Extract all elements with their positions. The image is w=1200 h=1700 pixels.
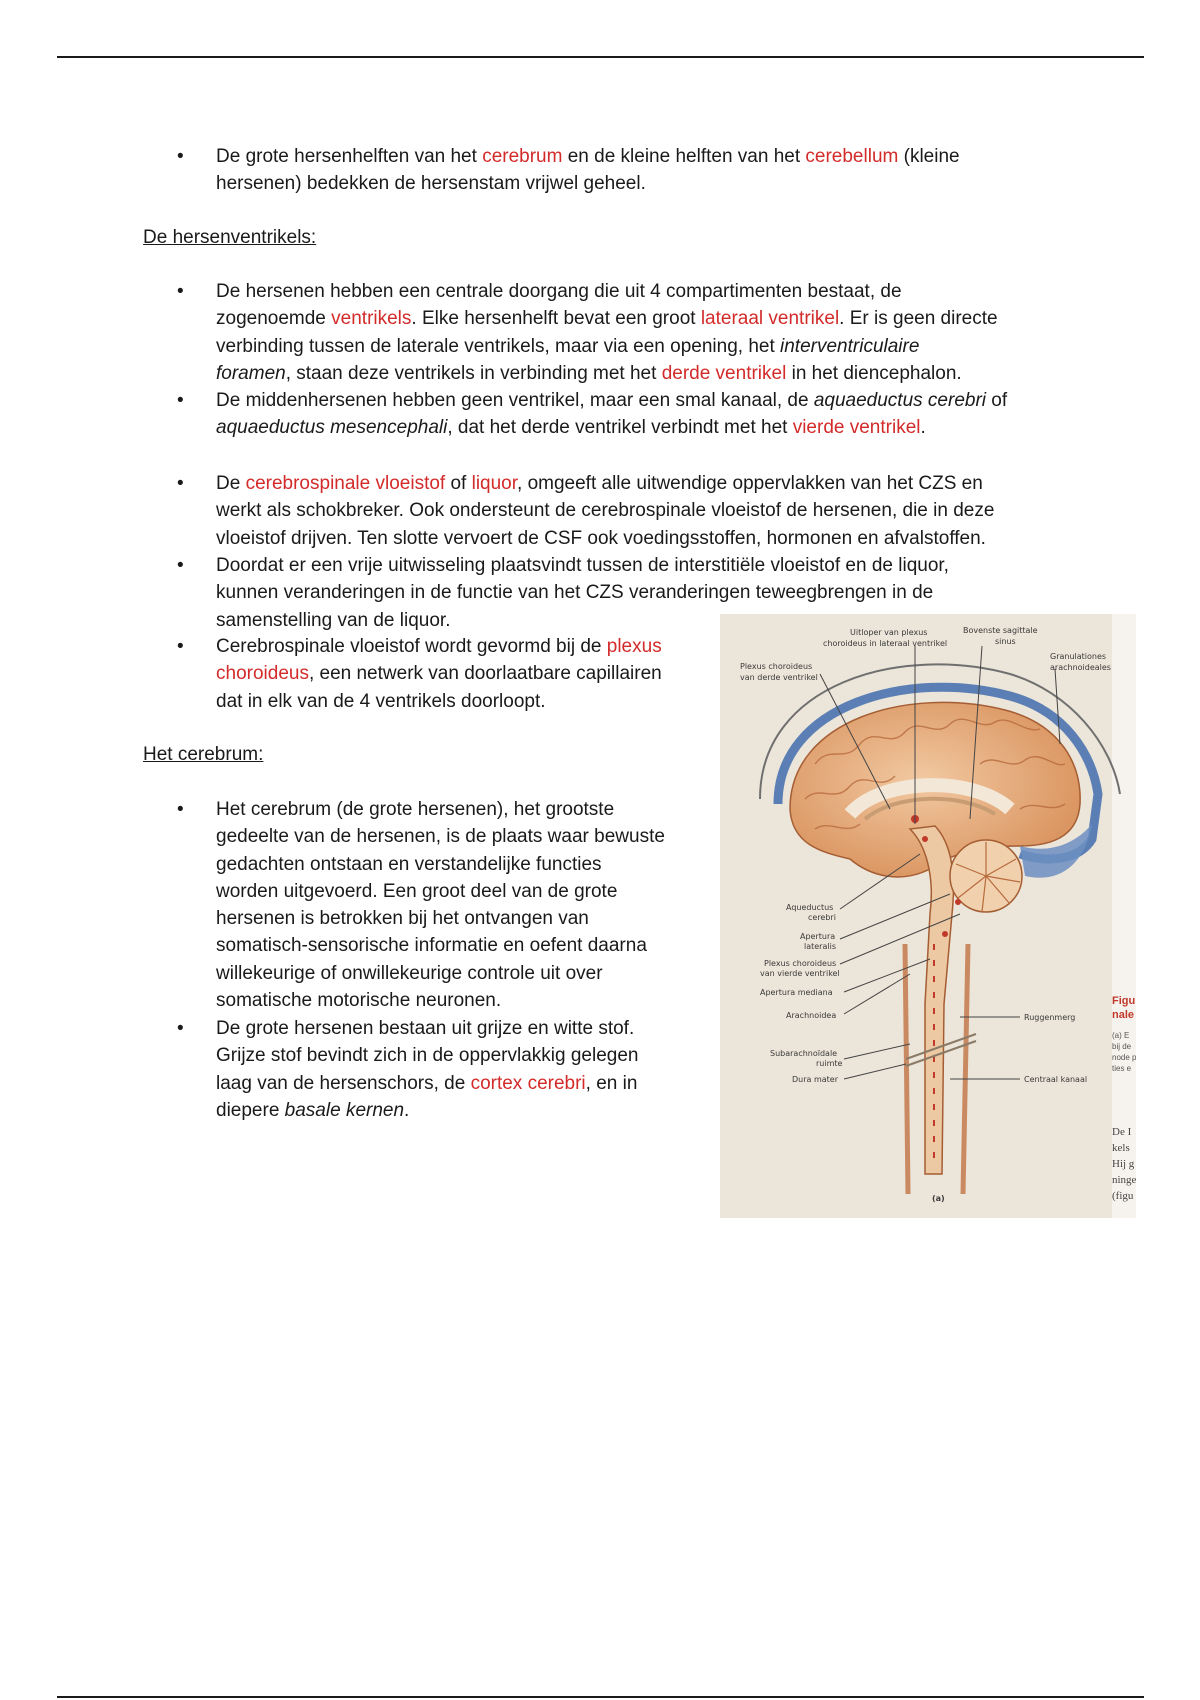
side-text-3: node p: [1112, 1053, 1136, 1062]
label-bovenste: Bovenste sagittale: [963, 626, 1038, 635]
label-panel-a: (a): [932, 1194, 945, 1203]
label-apertura-lateralis: Apertura: [800, 932, 836, 941]
term-plexus: plexus: [606, 636, 662, 657]
label-plexus-derde-2: van derde ventrikel: [740, 673, 818, 682]
side-text-8: ninge: [1112, 1174, 1136, 1186]
heading-ventrikels: De hersenventrikels:: [143, 227, 317, 248]
bullet-icon: •: [177, 473, 184, 494]
label-uitloper-2: choroideus in lateraal ventrikel: [823, 639, 948, 648]
label-plexus-vierde-2: van vierde ventrikel: [760, 969, 840, 978]
label-plexus-vierde: Plexus choroideus: [764, 959, 837, 968]
label-centraal-kanaal: Centraal kanaal: [1024, 1075, 1088, 1084]
bullet-icon: •: [177, 555, 184, 576]
term-cerebrospinale-vloeistof: cerebrospinale vloeistof: [245, 473, 446, 494]
label-apertura-mediana: Apertura mediana: [760, 988, 833, 997]
bullet-ventrikels-2: • De middenhersenen hebben geen ventrikel, maar een smal kanaal, de aquaeductus cerebri of aquaeductus mesencephali, dat het derde ventrikel verbindt met het vierde ventrikel.: [216, 387, 1116, 442]
term-lateraal-ventrikel: lateraal ventrikel: [700, 308, 840, 330]
label-uitloper: Uitloper van plexus: [850, 628, 928, 637]
label-apertura-lateralis-2: lateralis: [804, 942, 836, 951]
label-plexus-derde: Plexus choroideus: [740, 662, 813, 671]
label-subarachnoidale: Subarachnoïdale: [770, 1049, 838, 1058]
bullet-liquor-1: • De cerebrospinale vloeistof of liquor, omgeeft alle uitwendige oppervlakken van het CZS en werkt als schokbreker. Ook ondersteunt de cerebrospinale vloeistof de hersenen, die in deze vloeistof drijven. Ten slotte vervoert de CSF ook voedingsstoffen, hormonen en afvalstoffen.: [216, 470, 1116, 552]
bullet-icon: •: [177, 1018, 184, 1039]
bullet-cerebrum-2: • De grote hersenen bestaan uit grijze en witte stof. Grijze stof bevindt zich in de oppervlakkig gelegen laag van de hersenschors, de cortex cerebri, en in diepere basale kernen.: [216, 1015, 706, 1124]
header-rule: [57, 56, 1144, 58]
brain-csf-figure: [720, 614, 1136, 1218]
label-aqueductus-2: cerebri: [808, 913, 836, 922]
bullet-cerebrum-cerebellum: • De grote hersenhelften van het cerebrum en de kleine helften van het cerebellum (kleine hersenen) bedekken de hersenstam vrijwel geheel.: [216, 143, 1096, 198]
bullet-icon: •: [177, 281, 184, 302]
side-text-9: (figu: [1112, 1190, 1134, 1202]
bullet-icon: •: [177, 636, 184, 657]
term-liquor: liquor: [471, 473, 518, 494]
side-text-6: kels: [1112, 1142, 1130, 1154]
label-aqueductus: Aqueductus: [786, 903, 834, 912]
term-cortex-cerebri: cortex cerebri: [470, 1072, 586, 1094]
term-choroideus: choroideus: [216, 663, 309, 685]
side-text-2: bij de: [1112, 1042, 1132, 1051]
bullet-icon: •: [177, 146, 184, 167]
bullet-icon: •: [177, 799, 184, 820]
label-bovenste-2: sinus: [995, 637, 1016, 646]
bullet-icon: •: [177, 390, 184, 411]
bullet-liquor-2: • Doordat er een vrije uitwisseling plaatsvindt tussen de interstitiële vloeistof en de liquor, kunnen veranderingen in de functie van het CZS veranderingen teweegbrengen in de samenstelling van de liquor.: [216, 552, 1116, 634]
label-dura-mater: Dura mater: [792, 1075, 839, 1084]
term-cerebellum: cerebellum: [805, 146, 899, 167]
term-vierde-ventrikel: vierde ventrikel: [792, 417, 921, 439]
footer-rule: [57, 1696, 1144, 1698]
bullet-ventrikels-1: • De hersenen hebben een centrale doorgang die uit 4 compartimenten bestaat, de zogenoemde ventrikels. Elke hersenhelft bevat een groot lateraal ventrikel. Er is geen directe verbinding tussen de laterale ventrikels, maar via een opening, het interventriculaire foramen, staan deze ventrikels in verbinding met het derde ventrikel in het diencephalon.: [216, 278, 1116, 387]
side-text-5: De I: [1112, 1126, 1132, 1138]
label-arachnoidea: Arachnoidea: [786, 1011, 837, 1020]
bullet-liquor-3: • Cerebrospinale vloeistof wordt gevormd bij de plexus choroideus, een netwerk van doorlaatbare capillairen dat in elk van de 4 ventrikels doorloopt.: [216, 633, 706, 715]
side-text-1: (a) E: [1112, 1031, 1130, 1040]
brain-illustration: [720, 614, 1136, 1218]
label-ruggenmerg: Ruggenmerg: [1024, 1013, 1076, 1022]
bullet-cerebrum-1: • Het cerebrum (de grote hersenen), het grootste gedeelte van de hersenen, is de plaats waar bewuste gedachten ontstaan en verstandelijke functies worden uitgevoerd. Een groot deel van de grote hersenen is betrokken bij het ontvangen van somatisch-sensorische informatie en oefent daarna willekeurige of onwillekeurige controle uit over somatische motorische neuronen.: [216, 796, 706, 1014]
label-subarachnoidale-2: ruimte: [816, 1059, 843, 1068]
heading-cerebrum: Het cerebrum:: [143, 744, 264, 765]
side-text-7: Hij g: [1112, 1158, 1135, 1170]
term-cerebrum: cerebrum: [482, 146, 563, 167]
label-granulationes: Granulationes: [1050, 652, 1107, 661]
label-granulationes-2: arachnoideales: [1050, 663, 1111, 672]
side-fig-2: nale: [1112, 1009, 1135, 1021]
term-derde-ventrikel: derde ventrikel: [661, 362, 787, 384]
side-fig-1: Figu: [1112, 995, 1136, 1007]
term-ventrikels: ventrikels: [331, 308, 412, 330]
side-text-4: ties e: [1112, 1064, 1132, 1073]
